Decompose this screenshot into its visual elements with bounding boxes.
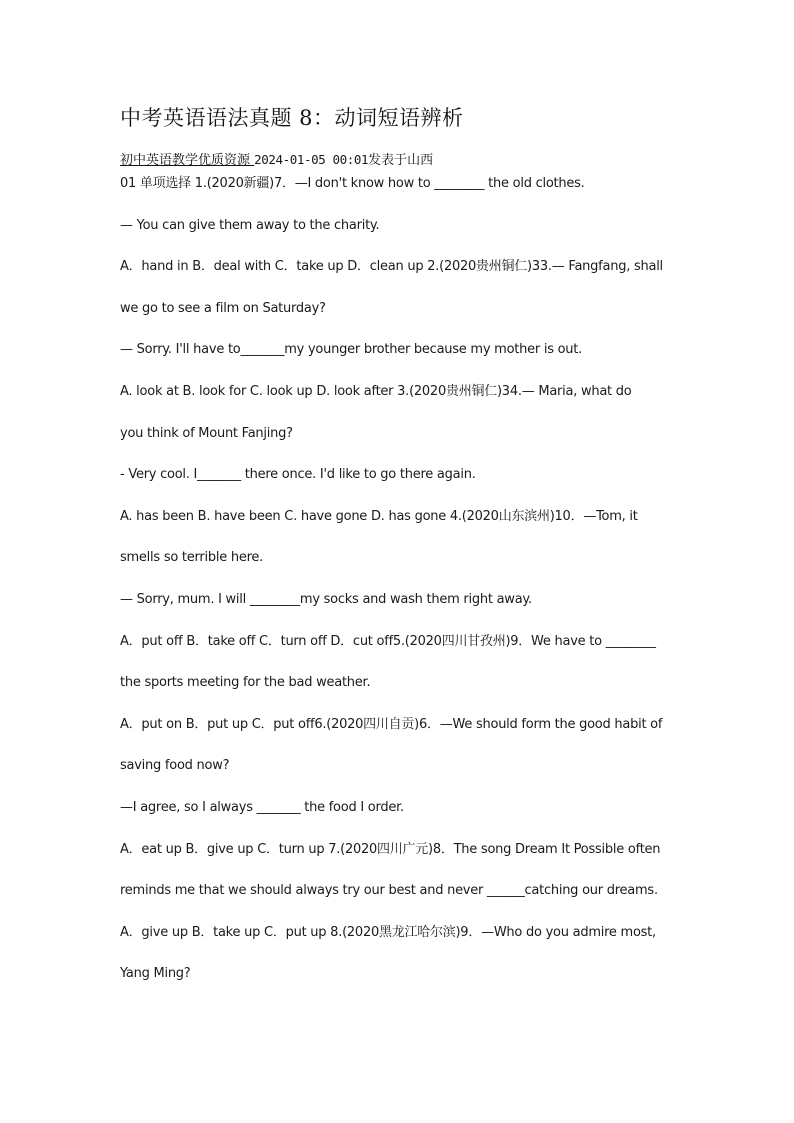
text-line: A．eat up B．give up C．turn up 7.(2020四川广元)8．The song Dream It Possible often [120, 841, 661, 857]
text-line: A．put on B．put up C．put off6.(2020四川自贡)6．—We should form the good habit of [120, 716, 663, 732]
text-line: - Very cool. I_______ there once. I'd like to go there again. [120, 467, 476, 483]
text-line: A．give up B．take up C．put up 8.(2020黑龙江哈尔滨)9．—Who do you admire most, [120, 924, 656, 940]
text-line: we go to see a film on Saturday? [120, 300, 326, 316]
text-line: 01 单项选择 1.(2020新疆)7．—I don't know how to ________ the old clothes. [120, 176, 585, 191]
publish-location: 发表于山西 [368, 153, 434, 168]
text-line: you think of Mount Fanjing? [120, 425, 293, 441]
text-line: reminds me that we should always try our best and never ______catching our dreams. [120, 883, 658, 899]
text-line: the sports meeting for the bad weather. [120, 675, 371, 691]
text-line: A. has been B. have been C. have gone D. has gone 4.(2020山东滨州)10．—Tom, it [120, 508, 638, 524]
text-line: — Sorry. I'll have to_______my younger brother because my mother is out. [120, 342, 583, 358]
text-line: A．hand in B．deal with C．take up D．clean up 2.(2020贵州铜仁)33.— Fangfang, shall [120, 259, 663, 275]
publish-time: 2024-01-05 00:01 [254, 152, 369, 167]
text-line: — Sorry, mum. I will ________my socks and wash them right away. [120, 591, 532, 607]
source-link[interactable]: 初中英语教学优质资源 [120, 153, 255, 168]
text-line: smells so terrible here. [120, 550, 264, 566]
article-text [120, 172, 676, 1004]
text-line: —I agree, so I always _______ the food I order. [120, 799, 404, 815]
text-line: A．put off B．take off C．turn off D．cut off5.(2020四川甘孜州)9．We have to ________ [120, 633, 656, 649]
article-body [120, 100, 676, 1004]
article-title: 中考英语语法真题 8：动词短语辨析 [120, 106, 464, 130]
article-meta [120, 148, 676, 172]
text-line: Yang Ming? [120, 966, 191, 982]
text-line: — You can give them away to the charity. [120, 217, 380, 233]
text-line: saving food now? [120, 758, 230, 774]
text-line: A. look at B. look for C. look up D. look after 3.(2020贵州铜仁)34.— Maria, what do [120, 383, 632, 399]
